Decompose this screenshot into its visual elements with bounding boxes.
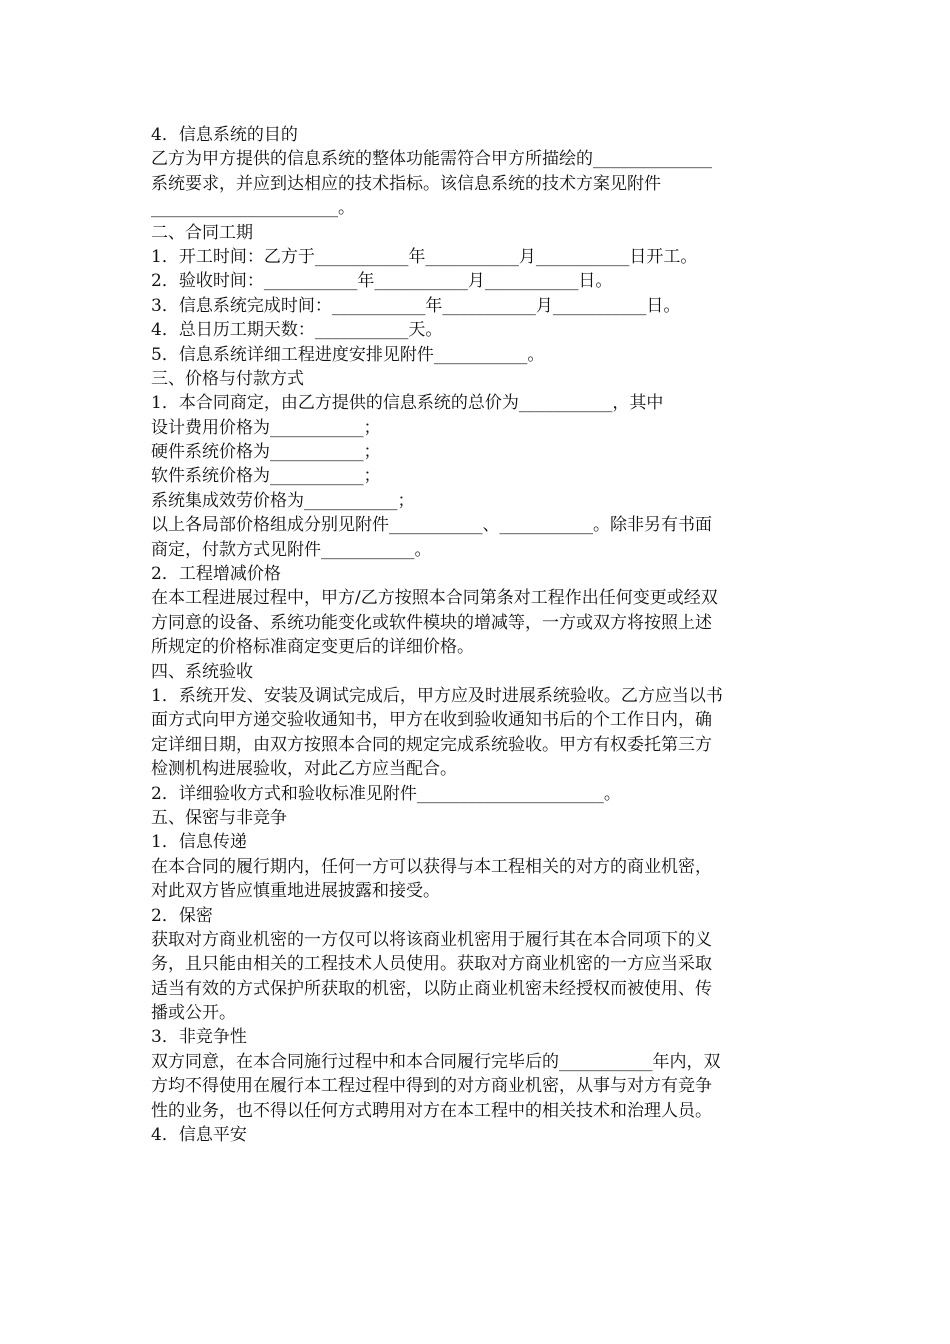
paragraph-line: 面方式向甲方递交验收通知书，甲方在收到验收通知书后的个工作日内，确	[151, 710, 712, 731]
clause-acceptance-time: 2．验收时间：___________年___________月___________日。	[151, 271, 613, 292]
paragraph-line: 以上各局部价格组成分别见附件___________、___________。除非另有书面	[151, 515, 712, 536]
clause-heading-price-change: 2．工程增减价格	[151, 564, 281, 585]
clause-heading-secrecy: 2．保密	[151, 905, 213, 926]
price-software: 软件系统价格为___________；	[151, 466, 381, 487]
price-design: 设计费用价格为___________；	[151, 417, 381, 438]
clause-completion-time: 3．信息系统完成时间：___________年___________月___________日。	[151, 295, 681, 316]
paragraph-line: 务，且只能由相关的工程技术人员使用。获取对方商业机密的一方应当采取	[151, 954, 712, 975]
clause-heading-info-security: 4．信息平安	[151, 1125, 247, 1146]
paragraph-line: 方均不得使用在履行本工程过程中得到的对方商业机密，从事与对方有竞争	[151, 1076, 712, 1097]
section-heading-acceptance: 四、系统验收	[151, 661, 253, 682]
price-hardware: 硬件系统价格为___________；	[151, 442, 381, 463]
document-body	[151, 123, 796, 1147]
section-heading-price: 三、价格与付款方式	[151, 368, 304, 389]
paragraph-line: 在本工程进展过程中，甲方/乙方按照本合同第条对工程作出任何变更或经双	[151, 588, 718, 609]
section-heading-confidentiality: 五、保密与非竞争	[151, 807, 287, 828]
clause-heading-info-transfer: 1．信息传递	[151, 832, 247, 853]
clause-acceptance-standard: 2．详细验收方式和验收标准见附件______________________。	[151, 783, 621, 804]
paragraph-line: ______________________。	[151, 198, 355, 219]
paragraph-line: 对此双方皆应慎重地进展披露和接受。	[151, 881, 440, 902]
paragraph-line: 双方同意，在本合同施行过程中和本合同履行完毕后的___________年内，双	[151, 1051, 721, 1072]
paragraph-line: 适当有效的方式保护所获取的机密，以防止商业机密未经授权而被使用、传	[151, 978, 712, 999]
clause-progress-plan: 5．信息系统详细工程进度安排见附件___________。	[151, 344, 545, 365]
paragraph-line: 系统要求，并应到达相应的技术指标。该信息系统的技术方案见附件	[151, 173, 661, 194]
paragraph-line: 获取对方商业机密的一方仅可以将该商业机密用于履行其在本合同项下的义	[151, 929, 712, 950]
clause-heading-non-compete: 3．非竞争性	[151, 1027, 247, 1048]
paragraph-line: 乙方为甲方提供的信息系统的整体功能需符合甲方所描绘的______________	[151, 149, 712, 170]
paragraph-line: 播或公开。	[151, 1003, 236, 1024]
paragraph-line: 定详细日期，由双方按照本合同的规定完成系统验收。甲方有权委托第三方	[151, 734, 712, 755]
clause-total-price: 1．本合同商定，由乙方提供的信息系统的总价为___________，其中	[151, 393, 664, 414]
clause-total-days: 4．总日历工期天数：___________天。	[151, 320, 443, 341]
paragraph-line: 在本合同的履行期内，任何一方可以获得与本工程相关的对方的商业机密，	[151, 856, 712, 877]
paragraph-line: 商定，付款方式见附件___________。	[151, 539, 432, 560]
clause-start-time: 1．开工时间：乙方于___________年___________月___________日开工。	[151, 246, 698, 267]
price-integration: 系统集成效劳价格为___________；	[151, 490, 415, 511]
paragraph-line: 检测机构进展验收，对此乙方应当配合。	[151, 759, 457, 780]
paragraph-line: 方同意的设备、系统功能变化或软件模块的增减等，一方或双方将按照上述	[151, 612, 712, 633]
paragraph-line: 所规定的价格标准商定变更后的详细价格。	[151, 637, 474, 658]
section-heading-schedule: 二、合同工期	[151, 222, 253, 243]
paragraph-line: 性的业务，也不得以任何方式聘用对方在本工程中的相关技术和治理人员。	[151, 1100, 712, 1121]
paragraph-line: 1．系统开发、安装及调试完成后，甲方应及时进展系统验收。乙方应当以书	[151, 685, 723, 706]
section-heading-purpose: 4．信息系统的目的	[151, 125, 298, 145]
